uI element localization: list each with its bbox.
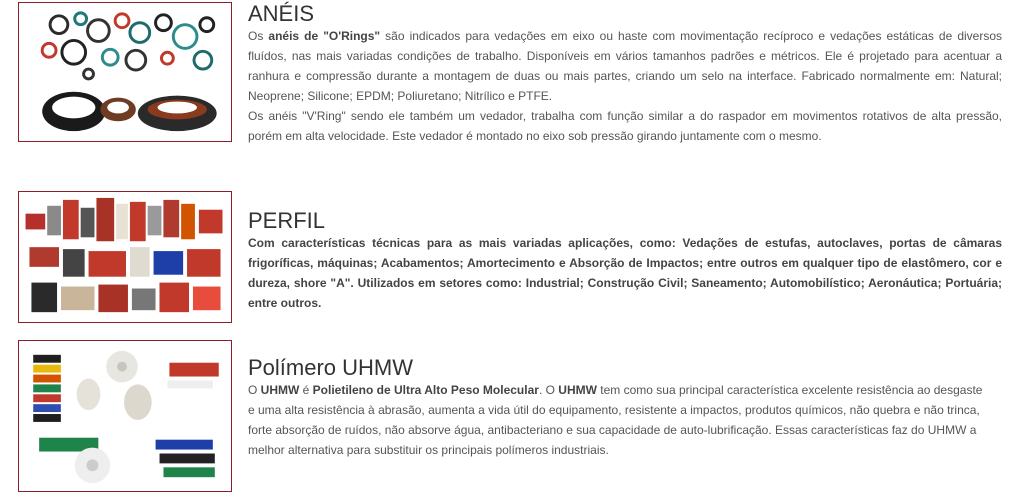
- aneis-paragraph-1: Os anéis de "O'Rings" são indicados para vedações em eixo ou haste com movimentação recíproco e vedações estáticas de diversos fluídos, nas mais variadas condições de trabalho. Disponíveis em vários tamanhos padrões e métricos. Ele é projetado para acentuar a ranhura e compressão durante a montagem de duas ou mais partes, criando um selo na interface. Fabricado normalmente em: Natural; Neoprene; Silicone; EPDM; Poliuretano; Nitrílico e PTFE.: [248, 29, 1003, 103]
- uhmw-paragraph-1: O UHMW é Polietileno de Ultra Alto Peso Molecular. O UHMW tem como sua principal característica excelente resistência ao desgaste e uma alta resistência à abrasão, aumenta a vida útil do equipamento, resistente a impactos, produtos químicos, não quebra e não trinca, forte absorção de ruídos, não absorve água, antibacteriano e sua capacidade de auto-lubrificação. Essas características faz do UHMW a melhor alternativa para substituir os principais polímeros industriais.: [248, 383, 983, 457]
- perfil-content: [248, 209, 1002, 313]
- aneis-content: [248, 2, 1002, 146]
- aneis-bold-term: anéis de "O'Rings": [268, 29, 381, 43]
- uhmw-parts-photo: [19, 341, 231, 491]
- uhmw-image: [18, 340, 232, 492]
- uhmw-content: [248, 356, 988, 460]
- o-rings-photo: [19, 3, 231, 141]
- uhmw-title: Polímero UHMW: [248, 355, 414, 380]
- rubber-profiles-photo: [19, 192, 231, 322]
- perfil-image: [18, 191, 232, 323]
- o-rings-image: [18, 2, 232, 142]
- perfil-title: PERFIL: [248, 208, 326, 233]
- perfil-paragraph-1: Com características técnicas para as mais variadas aplicações, como: Vedações de estufas, autoclaves, portas de câmaras frigoríficas, máquinas; Acabamentos; Amortecimento e Absorção de Impactos; entre outros em qualquer tipo de elastômero, cor e dureza, shore "A". Utilizados em setores como: Industrial; Construção Civil; Saneamento; Automobilístico; Aeronáutica; Portuária; entre outros.: [248, 236, 1002, 310]
- aneis-title: ANÉIS: [248, 1, 315, 26]
- aneis-paragraph-2: Os anéis "V'Ring" sendo ele também um vedador, trabalha com função similar a do raspador em movimentos rotativos de alta pressão, porém em alta velocidade. Este vedador é montado no eixo sob pressão girando juntamente com o mesmo.: [248, 109, 1002, 143]
